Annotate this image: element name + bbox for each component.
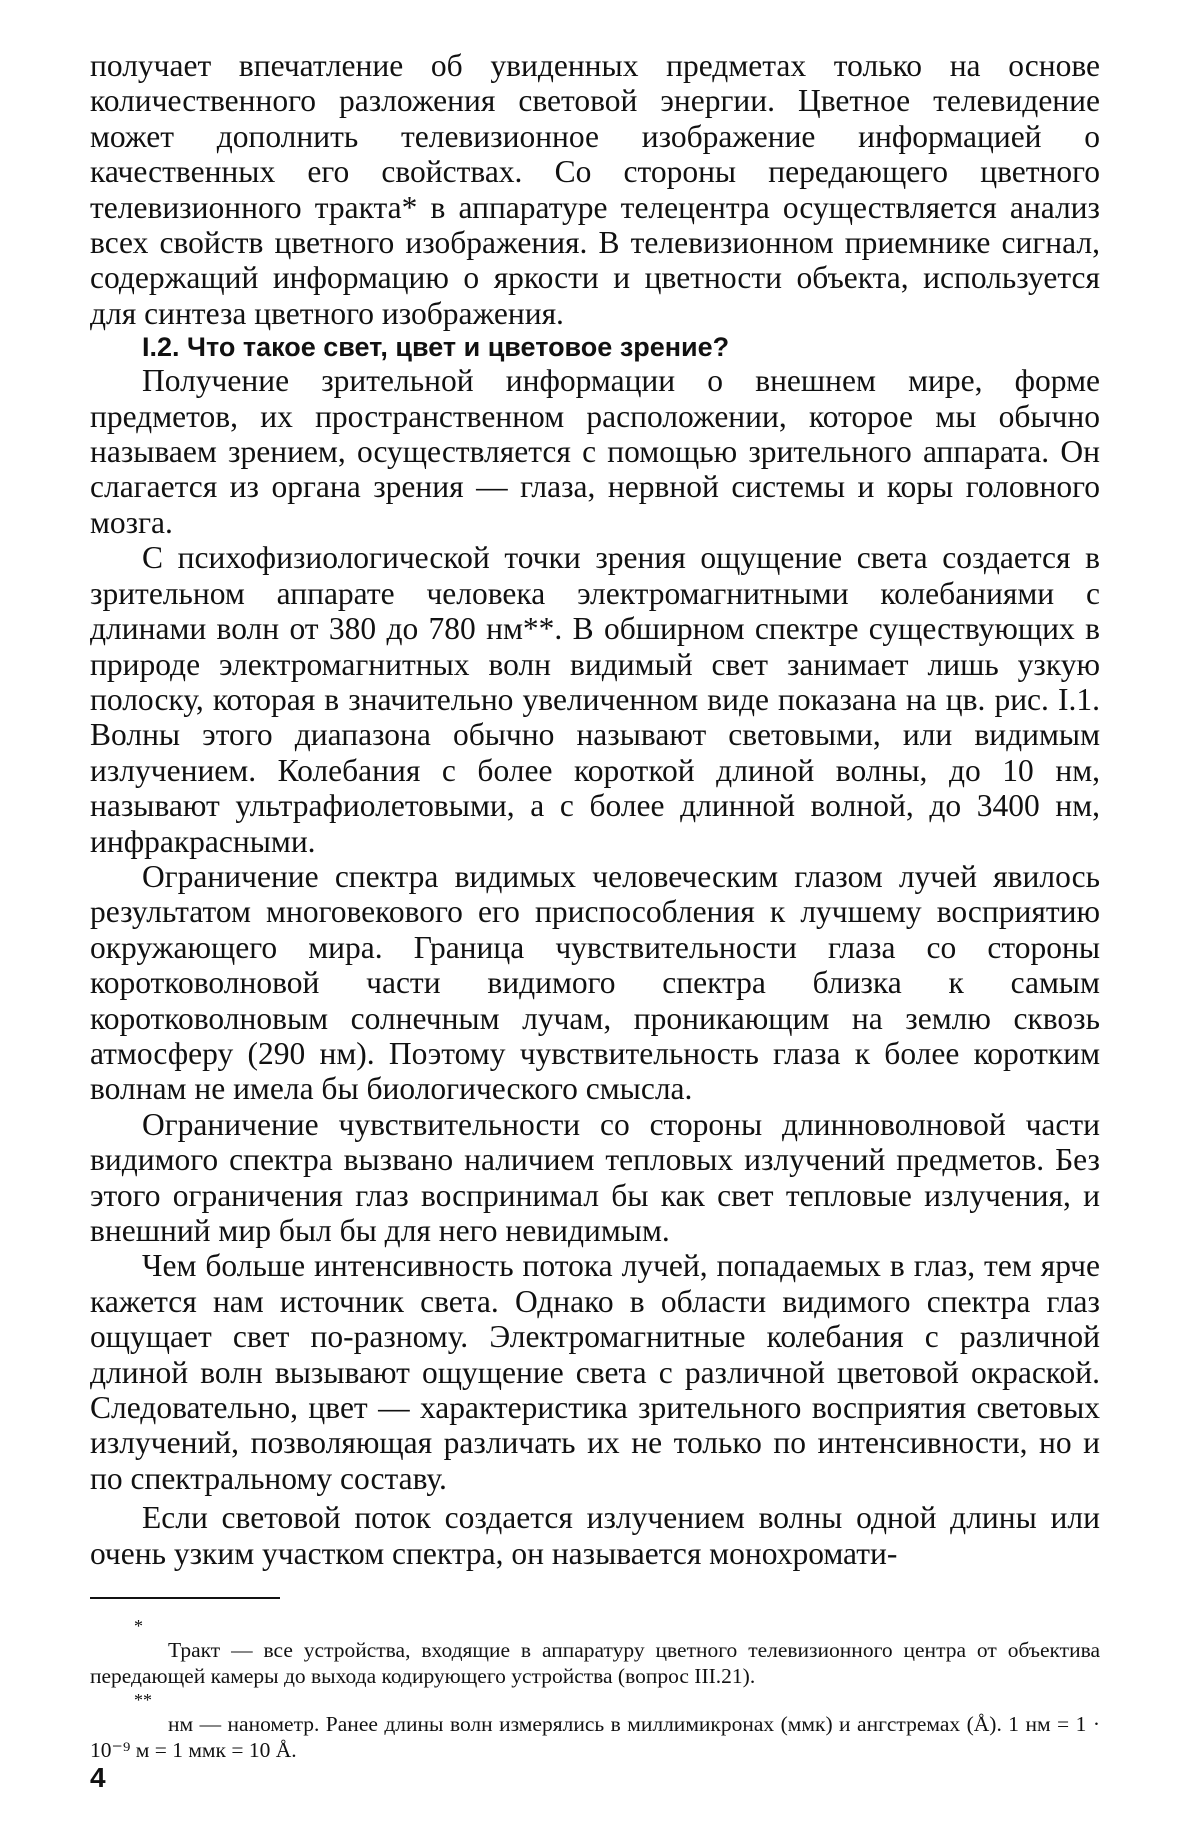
paragraph-2: Получение зрительной информации о внешнем мире, форме предметов, их пространственном расположении, которое мы обычно называем зрением, осуществляется с помощью зрительного аппарата. Он слагается из органа зрения — глаза, нервной системы и коры головного мозга. xyxy=(90,363,1100,540)
footnotes xyxy=(90,1615,1100,1763)
main-text xyxy=(90,48,1100,1571)
paragraph-1: получает впечатление об увиденных предметах только на основе количественного разложения световой энергии. Цветное телевидение может дополнить телевизионное изображение информацией о качественных его свойствах. Со стороны передающего цветного телевизионного тракта* в аппаратуре телецентра осуществляется анализ всех свойств цветного изображения. В телевизионном приемнике сигнал, содержащий информацию о яркости и цветности объекта, используется для синтеза цветного изображения. xyxy=(90,48,1100,331)
section-heading: I.2. Что такое свет, цвет и цветовое зрение? xyxy=(142,332,730,363)
footnote-2-mark: ** xyxy=(134,1690,152,1710)
paragraph-3: С психофизиологической точки зрения ощущение света создается в зрительном аппарате человека электромагнитными колебаниями с длинами волн от 380 до 780 нм**. В обширном спектре существующих в природе электромагнитных волн видимый свет занимает лишь узкую полоску, которая в значительно увеличенном виде показана на цв. рис. I.1. Волны этого диапазона обычно называют световыми, или видимым излучением. Колебания с более короткой длиной волны, до 10 нм, называют ультрафиолетовыми, а с более длинной волной, до 3400 нм, инфракрасными. xyxy=(90,540,1100,859)
paragraph-6: Чем больше интенсивность потока лучей, попадаемых в глаз, тем ярче кажется нам источник света. Однако в области видимого спектра глаз ощущает свет по-разному. Электромагнитные колебания с различной длиной волн вызывают ощущение света с различной цветовой окраской. Следовательно, цвет — характеристика зрительного восприятия световых излучений, позволяющая различать их не только по интенсивности, но и по спектральному составу. xyxy=(90,1248,1100,1496)
paragraph-7: Если световой поток создается излучением волны одной длины или очень узким участком спектра, он называется монохромати- xyxy=(90,1500,1100,1571)
footnote-separator xyxy=(90,1597,280,1599)
footnote-1-mark: * xyxy=(134,1616,143,1636)
paragraph-5: Ограничение чувствительности со стороны длинноволновой части видимого спектра вызвано наличием тепловых излучений предметов. Без этого ограничения глаз воспринимал бы как свет тепловые излучения, и внешний мир был бы для него невидимым. xyxy=(90,1106,1100,1248)
footnote-2-text: нм — нанометр. Ранее длины волн измерялись в миллимикронах (ммк) и ангстремах (Å). 1 нм = 1 · 10⁻⁹ м = 1 ммк = 10 Å. xyxy=(90,1712,1100,1762)
footnote-1-text: Тракт — все устройства, входящие в аппаратуру цветного телевизионного центра от объектива передающей камеры до выхода кодирующего устройства (вопрос III.21). xyxy=(90,1638,1100,1688)
page-number: 4 xyxy=(90,1762,106,1793)
paragraph-4: Ограничение спектра видимых человеческим глазом лучей явилось результатом многовекового его приспособления к лучшему восприятию окружающего мира. Граница чувствительности глаза со стороны коротковолновой части видимого спектра близка к самым коротковолновым солнечным лучам, проникающим на землю сквозь атмосферу (290 нм). Поэтому чувствительность глаза к более коротким волнам не имела бы биологического смысла. xyxy=(90,858,1100,1107)
